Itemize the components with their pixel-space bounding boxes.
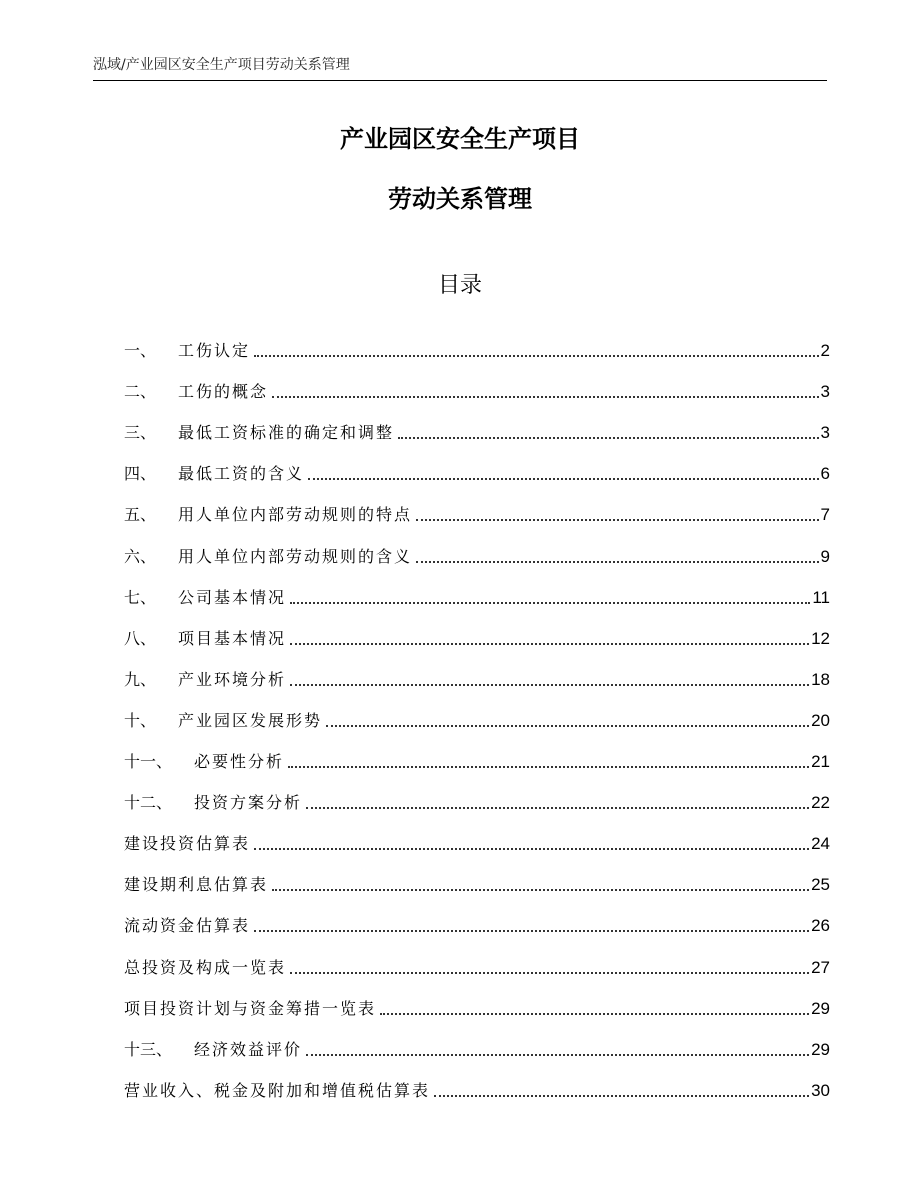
toc-entry[interactable] bbox=[124, 733, 830, 774]
toc-entry-label: 产业环境分析 bbox=[178, 669, 287, 689]
toc-dot-leader bbox=[306, 1054, 809, 1056]
toc-entry-page-number: 20 bbox=[811, 710, 830, 730]
toc-entry-number: 六、 bbox=[124, 546, 157, 566]
toc-entry-label: 项目投资计划与资金筹措一览表 bbox=[124, 998, 377, 1018]
toc-entry-number: 十三、 bbox=[124, 1039, 173, 1059]
toc-entry-label: 营业收入、税金及附加和增值税估算表 bbox=[124, 1080, 431, 1100]
toc-entry[interactable] bbox=[124, 692, 830, 733]
toc-entry-page-number: 30 bbox=[811, 1080, 830, 1100]
toc-entry[interactable] bbox=[124, 980, 830, 1021]
toc-entry-label: 流动资金估算表 bbox=[124, 916, 251, 936]
toc-dot-leader bbox=[290, 972, 809, 974]
toc-entry-number: 八、 bbox=[124, 628, 157, 648]
document-title-line-1: 产业园区安全生产项目 bbox=[340, 125, 580, 153]
toc-entry[interactable] bbox=[124, 651, 830, 692]
toc-entry[interactable] bbox=[124, 815, 830, 856]
toc-entry[interactable] bbox=[124, 1021, 830, 1062]
toc-dot-leader bbox=[254, 930, 809, 932]
toc-entry-page-number: 7 bbox=[820, 505, 830, 525]
toc-entry[interactable] bbox=[124, 486, 830, 527]
toc-entry-label: 工伤认定 bbox=[178, 341, 251, 361]
toc-dot-leader bbox=[308, 478, 819, 480]
toc-dot-leader bbox=[290, 602, 810, 604]
toc-entry-page-number: 29 bbox=[811, 1039, 830, 1059]
toc-entry[interactable] bbox=[124, 774, 830, 815]
toc-entry-page-number: 18 bbox=[811, 669, 830, 689]
header-rule bbox=[93, 80, 827, 81]
toc-dot-leader bbox=[326, 725, 809, 727]
toc-entry-number: 七、 bbox=[124, 587, 157, 607]
toc-dot-leader bbox=[306, 807, 809, 809]
toc-entry-label: 最低工资标准的确定和调整 bbox=[178, 423, 395, 443]
toc-entry-number: 十、 bbox=[124, 710, 157, 730]
toc-dot-leader bbox=[272, 396, 819, 398]
toc-entry-page-number: 2 bbox=[820, 341, 830, 361]
toc-entry-label: 用人单位内部劳动规则的特点 bbox=[178, 505, 413, 525]
toc-dot-leader bbox=[380, 1013, 809, 1015]
toc-entry-page-number: 9 bbox=[820, 546, 830, 566]
toc-entry-number: 十二、 bbox=[124, 793, 173, 813]
toc-entry[interactable] bbox=[124, 404, 830, 445]
toc-entry[interactable] bbox=[124, 527, 830, 568]
toc-entry-number: 一、 bbox=[124, 341, 157, 361]
toc-entry-number: 十一、 bbox=[124, 752, 173, 772]
toc-entry-page-number: 24 bbox=[811, 834, 830, 854]
toc-entry-page-number: 21 bbox=[811, 752, 830, 772]
toc-entry[interactable] bbox=[124, 322, 830, 363]
document-title-line-2: 劳动关系管理 bbox=[388, 185, 532, 213]
toc-entry-label: 最低工资的含义 bbox=[178, 464, 305, 484]
toc-entry[interactable] bbox=[124, 938, 830, 979]
toc-dot-leader bbox=[290, 643, 809, 645]
toc-dot-leader bbox=[272, 889, 809, 891]
toc-entry-page-number: 27 bbox=[811, 957, 830, 977]
toc-entry[interactable] bbox=[124, 1062, 830, 1103]
toc-entry-page-number: 3 bbox=[820, 423, 830, 443]
table-of-contents bbox=[124, 322, 830, 1103]
toc-entry[interactable] bbox=[124, 363, 830, 404]
toc-entry-number: 五、 bbox=[124, 505, 157, 525]
toc-entry[interactable] bbox=[124, 569, 830, 610]
toc-entry-label: 产业园区发展形势 bbox=[178, 710, 323, 730]
toc-entry-label: 投资方案分析 bbox=[194, 793, 303, 813]
toc-dot-leader bbox=[434, 1095, 809, 1097]
toc-entry[interactable] bbox=[124, 856, 830, 897]
toc-entry-number: 二、 bbox=[124, 382, 157, 402]
toc-entry-page-number: 3 bbox=[820, 382, 830, 402]
toc-entry-page-number: 25 bbox=[811, 875, 830, 895]
toc-entry[interactable] bbox=[124, 445, 830, 486]
toc-entry-page-number: 11 bbox=[812, 587, 830, 607]
toc-dot-leader bbox=[416, 519, 819, 521]
toc-entry-page-number: 6 bbox=[820, 464, 830, 484]
toc-entry-label: 建设投资估算表 bbox=[124, 834, 251, 854]
toc-entry-label: 总投资及构成一览表 bbox=[124, 957, 287, 977]
toc-dot-leader bbox=[416, 561, 819, 563]
toc-dot-leader bbox=[398, 437, 819, 439]
toc-entry-page-number: 22 bbox=[811, 793, 830, 813]
toc-dot-leader bbox=[254, 355, 819, 357]
toc-entry-page-number: 12 bbox=[811, 628, 830, 648]
toc-dot-leader bbox=[290, 684, 809, 686]
toc-entry-label: 必要性分析 bbox=[194, 752, 285, 772]
toc-entry[interactable] bbox=[124, 897, 830, 938]
toc-entry-label: 公司基本情况 bbox=[178, 587, 287, 607]
toc-entry-label: 用人单位内部劳动规则的含义 bbox=[178, 546, 413, 566]
toc-dot-leader bbox=[288, 766, 809, 768]
toc-entry-label: 工伤的概念 bbox=[178, 382, 269, 402]
toc-entry-label: 项目基本情况 bbox=[178, 628, 287, 648]
toc-entry-number: 九、 bbox=[124, 669, 157, 689]
toc-entry-page-number: 26 bbox=[811, 916, 830, 936]
toc-dot-leader bbox=[254, 848, 809, 850]
toc-entry[interactable] bbox=[124, 610, 830, 651]
toc-entry-label: 经济效益评价 bbox=[194, 1039, 303, 1059]
toc-entry-label: 建设期利息估算表 bbox=[124, 875, 269, 895]
toc-entry-number: 三、 bbox=[124, 423, 157, 443]
toc-entry-number: 四、 bbox=[124, 464, 157, 484]
toc-heading: 目录 bbox=[437, 273, 482, 298]
toc-entry-page-number: 29 bbox=[811, 998, 830, 1018]
running-header: 泓域/产业园区安全生产项目劳动关系管理 bbox=[93, 57, 350, 73]
